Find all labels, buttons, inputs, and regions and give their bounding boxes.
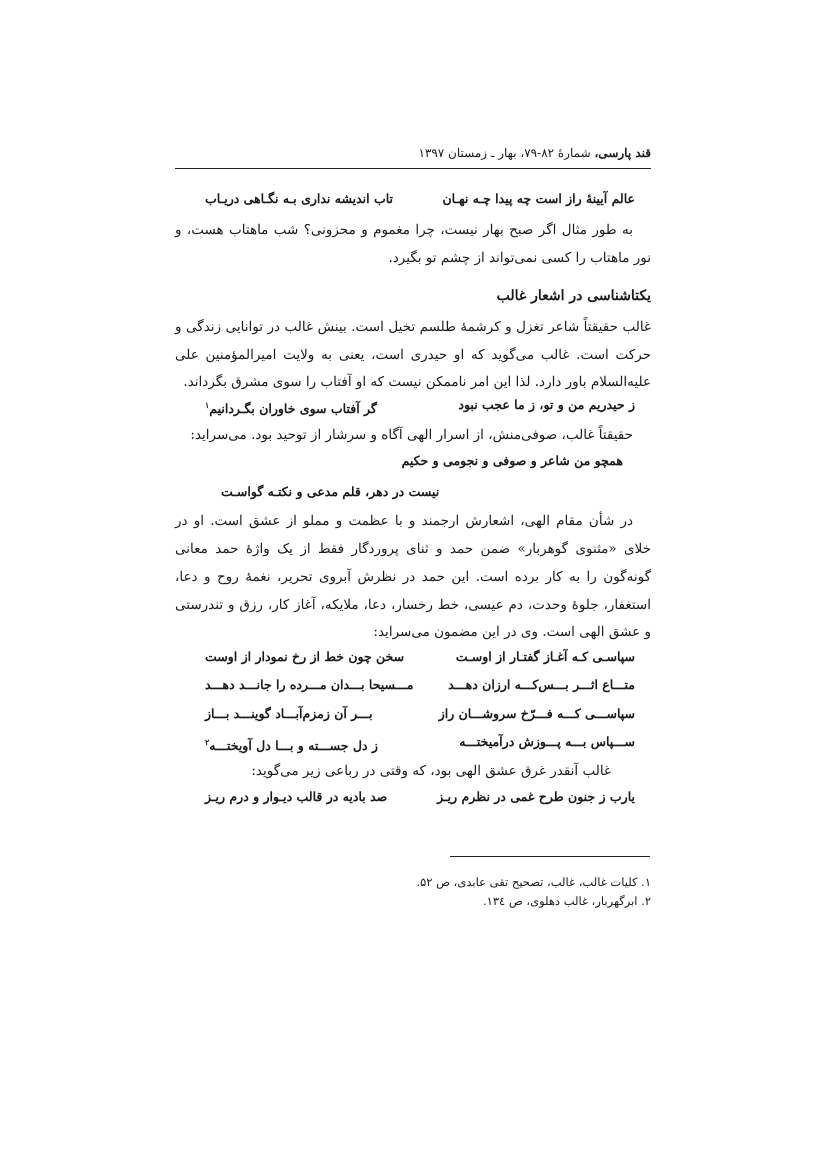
footnote-ref: ۲ <box>205 737 210 747</box>
paragraph-line: استغفار، جلوهٔ وحدت، دم عیسی، خط رخسار، دعا، ملایکه، آغاز کار، رزق و تندرستی <box>175 597 651 613</box>
verse-couplet <box>205 394 635 416</box>
verse-hemistich-1: سپاســـی کـــه فـــرّخ سروشـــان راز <box>438 706 635 721</box>
verse-hemistich-2: سخن چون خط از رخ نمودار از اوست <box>205 649 405 664</box>
paragraph-line: نور ماهتاب را کسی نمی‌تواند از چشم تو بگیرد. <box>388 250 651 266</box>
footnote-ref: ۱ <box>205 400 210 410</box>
verse-hemistich-1: عالم آیینهٔ راز است چه پیدا چـه نهـان <box>442 191 635 206</box>
verse-hemistich-2: تاب اندیشه نداری بـه نگـاهی دریـاب <box>205 191 394 206</box>
verse-hemistich-1: ســـپاس بـــه پـــوزش درآمیختـــه <box>459 734 635 749</box>
verse-couplet <box>205 674 635 696</box>
paragraph-line: غالب آنقدر غرق عشق الهی بود، که وقتی در رباعی زیر می‌گوید: <box>251 763 611 779</box>
footnote: ۱. کلیات غالب، غالب، تصحیح تقی عابدی، ص ۵۲. <box>416 875 651 889</box>
footnote: ۲. ابرگهربار، غالب دهلوی، ص ۱۳٤. <box>482 894 651 908</box>
verse-text: ز دل جســـته و بـــا دل آویختـــه <box>209 738 378 754</box>
paragraph-line: به طور مثال اگر صبح بهار نیست، چرا مغموم و محزونی؟ شب ماهتاب هست، و <box>175 222 633 238</box>
verse-line: نیست در دهر، قلم مدعی و نکتـه گواسـت <box>221 484 440 499</box>
verse-hemistich-2: مـــسیحا بـــدان مـــرده را جانـــد دهـــد <box>205 677 414 692</box>
paragraph-line: غالب حقیقتاً شاعر تغزل و کرشمهٔ طلسم تخیل است. بینش غالب در توانایی زندگی و <box>175 319 651 335</box>
footnote-separator <box>450 856 650 857</box>
verse-couplet <box>205 703 635 725</box>
verse-couplet <box>205 646 635 668</box>
paragraph-line: خلای «مثنوی گوهربار» ضمن حمد و ثنای پروردگار فقط از یک واژهٔ حمد معانی <box>175 541 651 557</box>
paragraph-line: گونه‌گون را به کار برده است. این حمد در نظرش آبروی تحریر، نغمهٔ روح و دعا، <box>175 569 651 585</box>
verse-couplet <box>205 188 635 210</box>
verse-hemistich-1: ز حیدریم من و تو، ز ما عجب نبود <box>458 397 635 412</box>
verse-couplet <box>205 731 635 753</box>
journal-title: قند پارسی، <box>594 146 651 160</box>
verse-hemistich-2 <box>205 394 377 420</box>
verse-hemistich-1: یارب ز جنون طرح غمی در نظرم ریـز <box>437 789 635 804</box>
verse-couplet <box>205 786 635 808</box>
verse-hemistich-2 <box>205 731 378 757</box>
paragraph-line: علیه‌السلام باور دارد. لذا این امر ناممکن نیست که او آفتاب را سوی مشرق بگرداند. <box>183 374 651 390</box>
paragraph-line: حرکت است. غالب می‌گوید که او حیدری است، یعنی به ولایت امیرالمؤمنین علی <box>175 347 651 363</box>
section-heading: یکتاشناسی در اشعار غالب <box>496 288 651 304</box>
paragraph-line: در شأن مقام الهی، اشعارش ارجمند و با عظمت و مملو از عشق است. او در <box>175 513 633 529</box>
verse-hemistich-2: بـــر آن زمزم‌آبـــاد گوینـــد بـــاز <box>205 706 373 721</box>
main-text <box>175 0 651 1169</box>
verse-hemistich-2: صد بادیه در قالب دیـوار و درم ریـز <box>205 789 388 804</box>
issue-info: شمارهٔ ۸۲-۷۹، بهار ـ زمستان ۱۳۹۷ <box>418 146 595 160</box>
verse-line: همچو من شاعر و صوفی و نجومی و حکیم <box>401 453 623 468</box>
verse-text: گر آفتاب سوی خاوران بگـردانیم <box>209 401 377 417</box>
paragraph-line: و عشق الهی است. وی در این مضمون می‌سراید: <box>373 624 651 640</box>
verse-hemistich-1: متـــاع اثـــر بـــس‌کـــه ارزان دهـــد <box>448 677 635 692</box>
verse-hemistich-1: سپاسـی کـه آغـاز گفتـار از اوسـت <box>455 649 635 664</box>
paragraph-line: حقیقتاً غالب، صوفی‌منش، از اسرار الهی آگاه و سرشار از توحید بود. می‌سراید: <box>190 427 633 443</box>
